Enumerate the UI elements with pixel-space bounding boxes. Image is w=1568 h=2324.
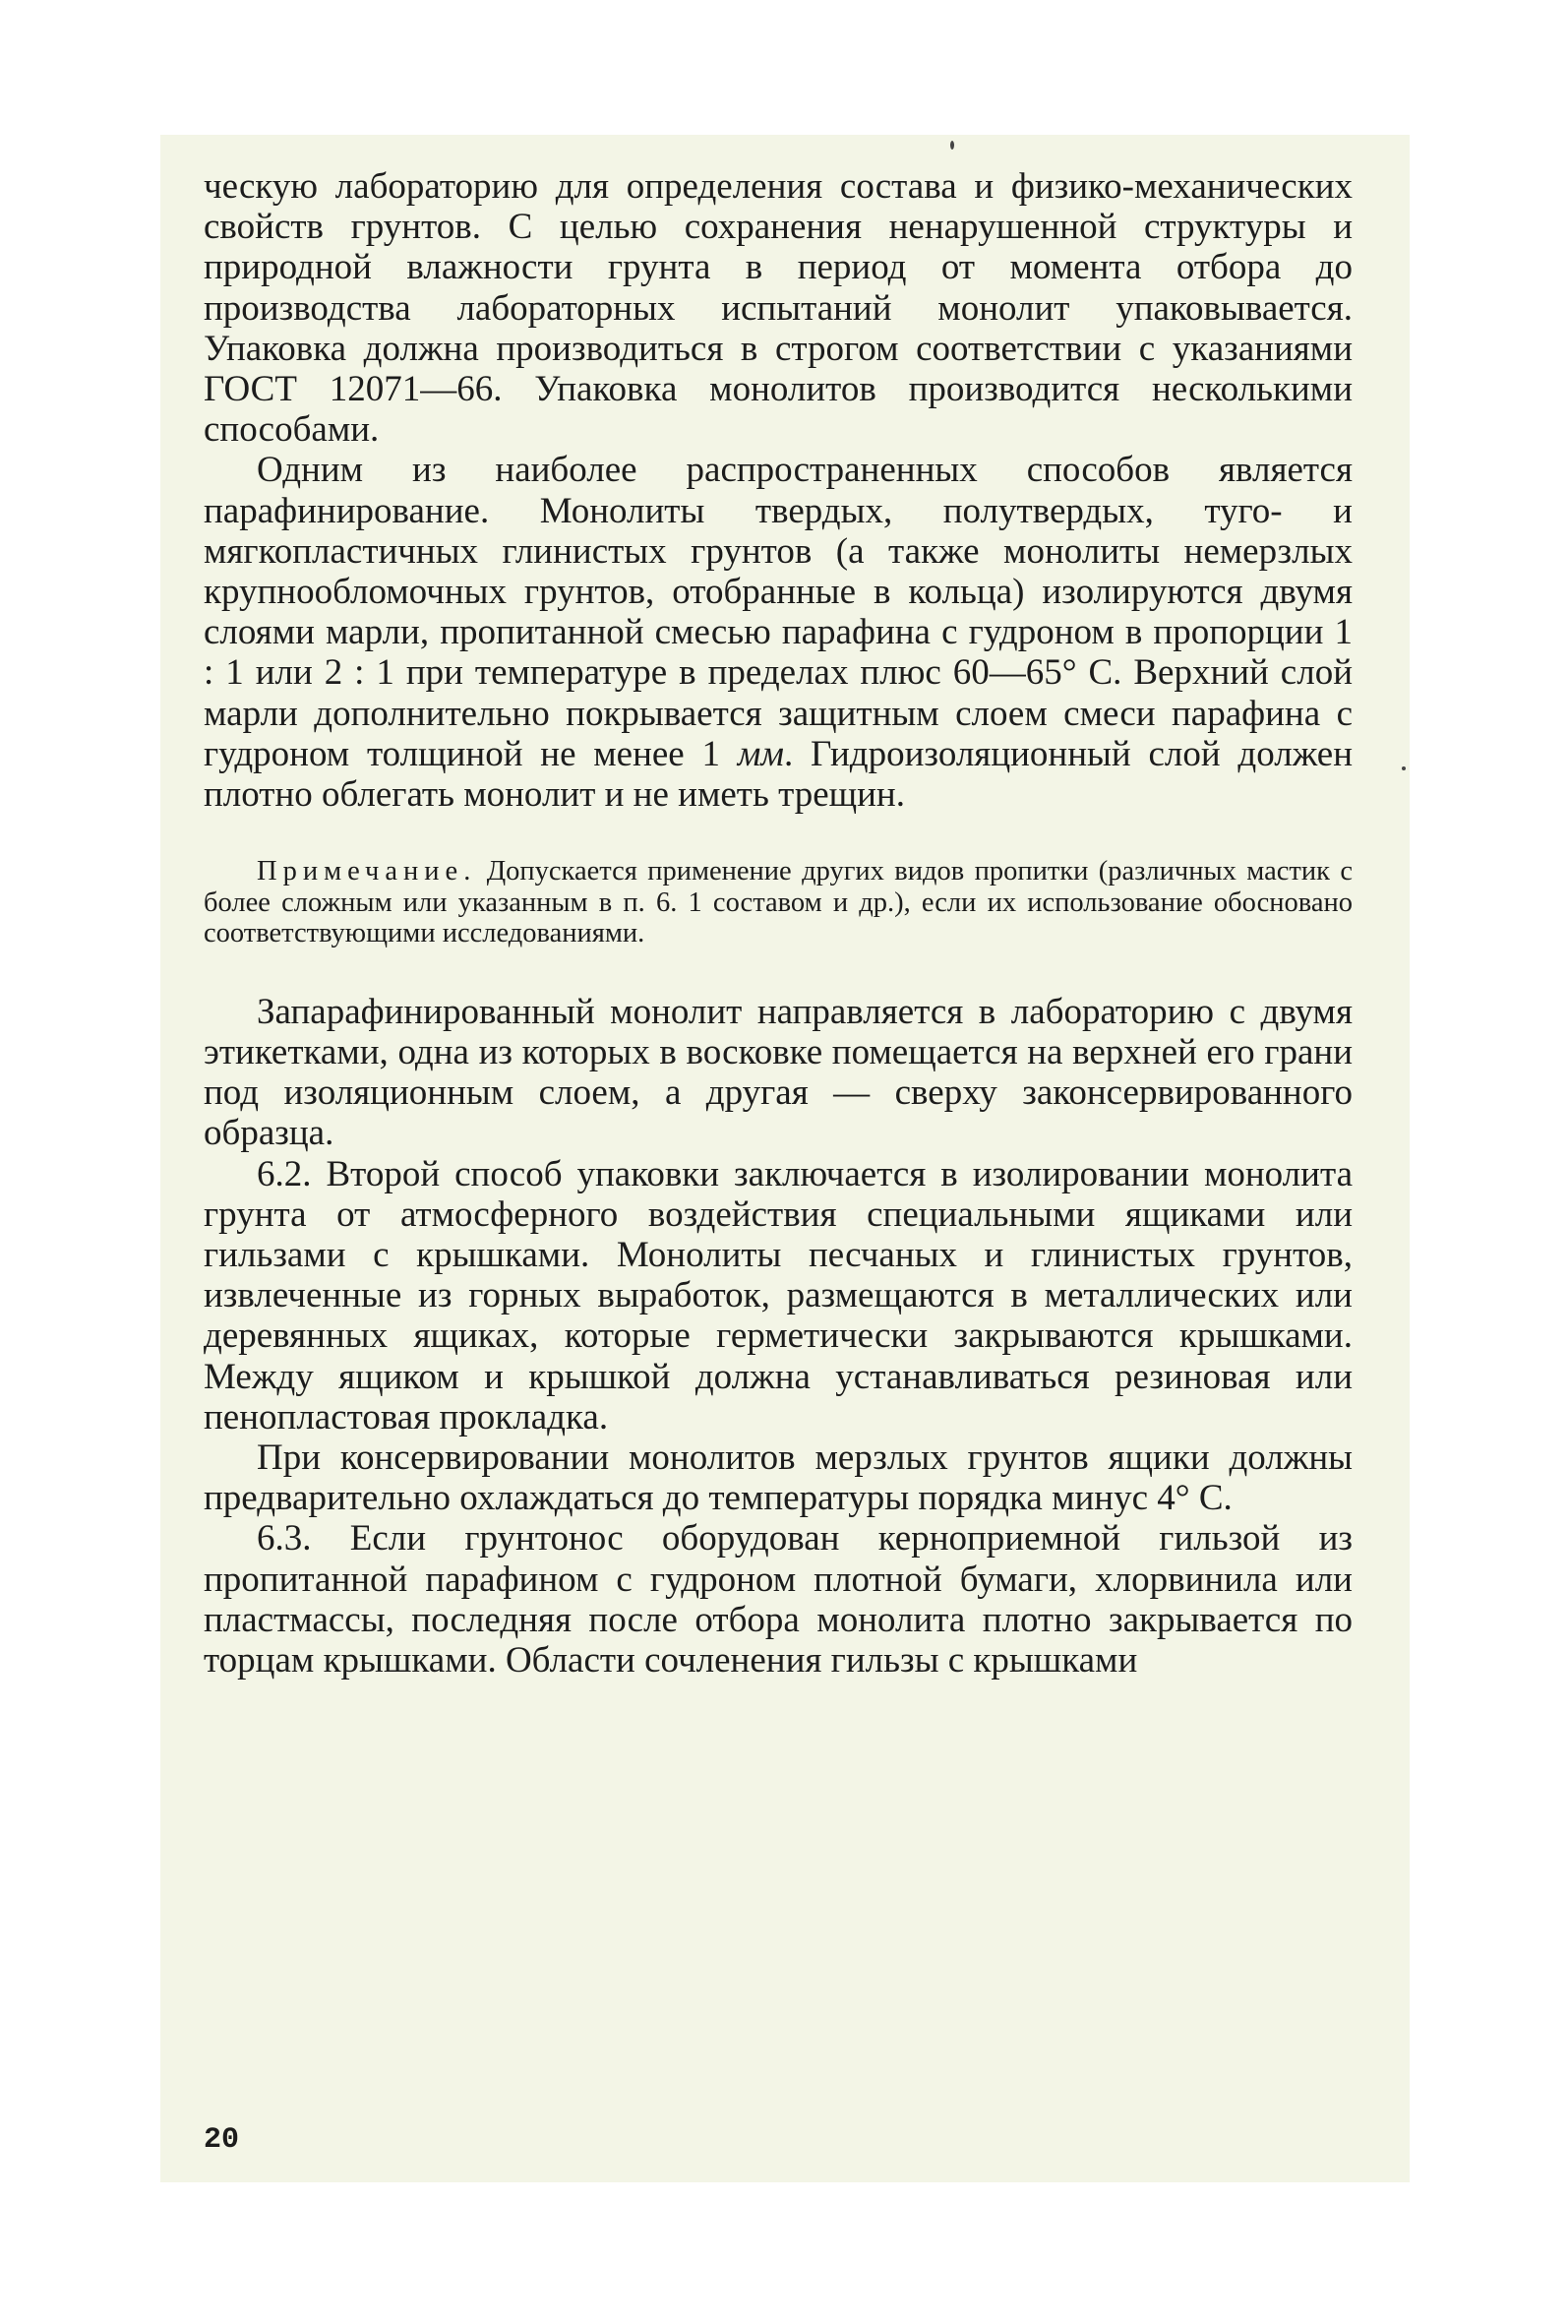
paragraph-3: Запарафинированный монолит направляется в лабораторию с двумя этикетками, одна из которых в восковке помещается на верхней его грани под изоляционным слоем, а другая — сверху законсервированного образца. (204, 991, 1353, 1154)
note-text: Допускается применение других видов пропитки (различных мастик с более сложным или указанным в п. 6. 1 составом и др.), если их использование обосновано соответствующими исследованиями. (204, 856, 1353, 949)
book-page (160, 135, 1410, 2182)
page-number: 20 (204, 2123, 240, 2157)
paragraph-5: При консервировании монолитов мерзлых грунтов ящики должны предварительно охлаждаться до температуры порядка минус 4° С. (204, 1437, 1353, 1519)
paragraph-6: 6.3. Если грунтонос оборудован керноприемной гильзой из пропитанной парафином с гудроном плотной бумаги, хлорвинила или пластмассы, последняя после отбора монолита плотно закрывается по торцам крышками. Области сочленения гильзы с крышками (204, 1518, 1353, 1681)
scan-speck (1402, 766, 1406, 770)
note-label: Примечание. (257, 856, 477, 887)
paragraph-2 (204, 450, 1353, 815)
paragraph-4: 6.2. Второй способ упаковки заключается в изолировании монолита грунта от атмосферного воздействия специальными ящиками или гильзами с крышками. Монолиты песчаных и глинистых грунтов, извлеченные из горных выработок, размещаются в металлических или деревянных ящиках, которые герметически закрываются крышками. Между ящиком и крышкой должна устанавливаться резиновая или пенопластовая прокладка. (204, 1153, 1353, 1437)
paragraph-2-text: Одним из наиболее распространенных способов является парафинирование. Монолиты твердых, полутвердых, туго- и мягкопластичных глинистых грунтов (а также монолиты немерзлых крупнообломочных грунтов, отобранные в кольца) изолируются двумя слоями марли, пропитанной смесью парафина с гудроном в пропорции 1 : 1 или 2 : 1 при температуре в пределах плюс 60—65° С. Верхний слой марли дополнительно покрывается защитным слоем смеси парафина с гудроном толщиной не менее 1 (204, 450, 1353, 774)
scan-speck (950, 141, 954, 150)
paragraph-1: ческую лабораторию для определения состава и физико-механических свойств грунтов. С целью сохранения ненарушенной структуры и природной влажности грунта в период от момента отбора до производства лабораторных испытаний монолит упаковывается. Упаковка должна производиться в строгом соответствии с указаниями ГОСТ 12071—66. Упаковка монолитов производится несколькими способами. (204, 166, 1353, 451)
unit-mm: мм (737, 733, 784, 774)
note (204, 856, 1353, 949)
paragraph-2-text-after: . Гидроизоляционный слой должен плотно облегать монолит и не иметь трещин. (204, 733, 1353, 816)
page-text (204, 166, 1353, 1681)
